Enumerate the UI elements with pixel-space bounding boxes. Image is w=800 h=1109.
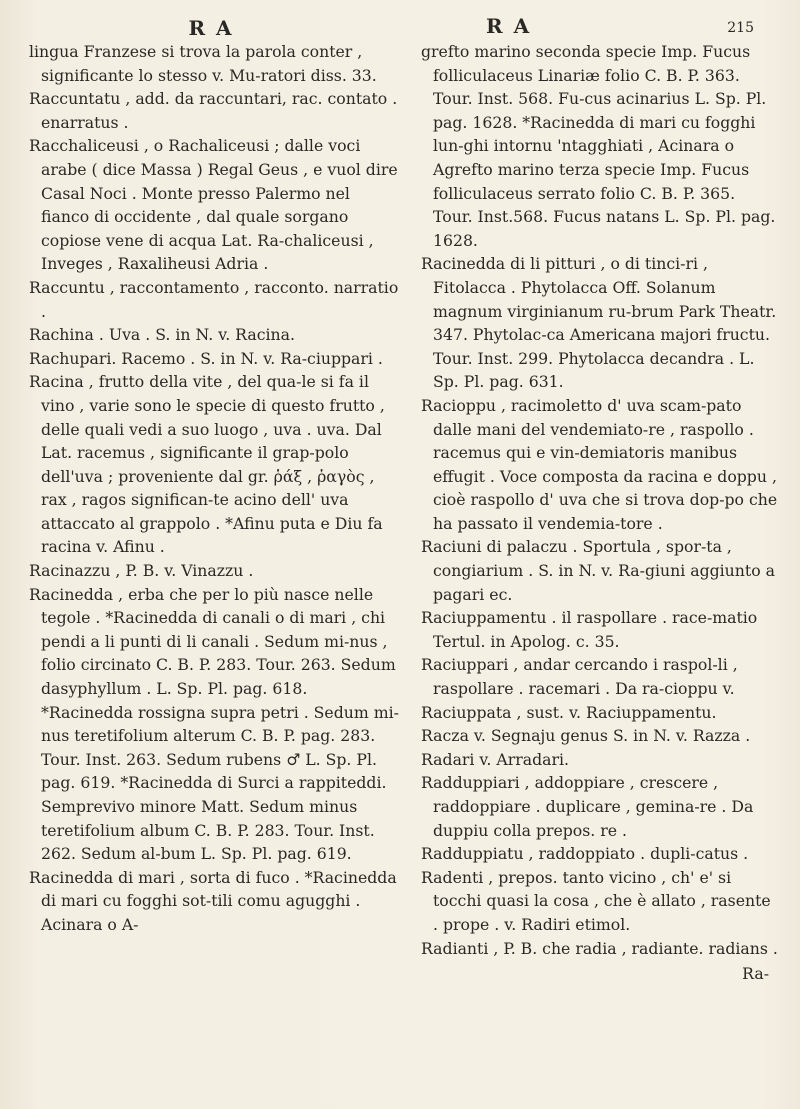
- right-column: [421, 40, 779, 986]
- entry: Racioppu , racimoletto d' uva scam-pato dalle mani del vendemiato-re , raspollo . racemus qui e vin-demiatoris manibus effugit . Voce composta da racina e doppu , cioè raspollo d' uva che si trova dop-po che ha passato il vendemia-tore .: [421, 395, 778, 533]
- entry: Raciuppari , andar cercando i raspol-li , raspollare . racemari . Da ra-cioppu v.: [421, 655, 738, 699]
- entry: Radianti , P. B. che radia , radiante. radians .: [421, 938, 778, 958]
- page-number: 215: [727, 20, 754, 36]
- entry: Rachupari. Racemo . S. in N. v. Ra-ciuppari .: [29, 348, 383, 368]
- catchword: Ra-: [742, 964, 769, 984]
- entry: Raciuppata , sust. v. Raciuppamentu.: [421, 702, 717, 722]
- entry: Racinedda di li pitturi , o di tinci-ri , Fitolacca . Phytolacca Off. Solanum magnum virginianum ru-brum Park Theatr. 347. Phytolac-ca Americana majori fructu. Tour. Inst. 299. Phytolacca decandra . L. Sp. Pl. pag. 631.: [421, 254, 777, 392]
- running-head-right: [486, 14, 756, 38]
- entry: grefto marino seconda specie Imp. Fucus folliculaceus Linariæ folio C. B. P. 363. Tour. Inst. 568. Fu-cus acinarius L. Sp. Pl. pag. 1628. *Racinedda di mari cu fogghi lun-ghi intornu 'ntagghiati , Acinara o Agrefto marino terza specie Imp. Fucus folliculaceus serrato folio C. B. P. 365. Tour. Inst.568. Fucus natans L. Sp. Pl. pag. 1628.: [421, 42, 776, 250]
- entry: Radari v. Arradari.: [421, 749, 569, 769]
- entry: Racina , frutto della vite , del qua-le si fa il vino , varie sono le specie di questo frutto , delle quali vedi a suo luogo , uva . uva. Dal Lat. racemus , significante il grap-polo dell'uva ; proveniente dal gr. ῥάξ , ῥαγὸς , rax , ragos significan-te acino dell' uva attaccato al grappolo . *Afinu puta e Diu fa racina v. Afinu .: [29, 372, 385, 557]
- entry: Raccuntu , raccontamento , racconto. narratio .: [29, 277, 399, 321]
- entry: Racinedda , erba che per lo più nasce nelle tegole . *Racinedda di canali o di mari , chi pendi a li punti di li canali . Sedum mi-nus , folio circinato C. B. P. 283. Tour. 263. Sedum dasyphyllum . L. Sp. Pl. pag. 618. *Racinedda rossigna supra petri . Sedum mi-nus teretifolium alterum C. B. P. pag. 283. Tour. Inst. 263. Sedum rubens ♂ L. Sp. Pl. pag. 619. *Racinedda di Surci a rappiteddi. Semprevivo minore Matt. Sedum minus teretifolium album C. B. P. 283. Tour. Inst. 262. Sedum al-bum L. Sp. Pl. pag. 619.: [29, 584, 399, 864]
- left-column: [29, 40, 399, 937]
- entry: Radenti , prepos. tanto vicino , ch' e' si tocchi quasi la cosa , che è allato , rasente . prope . v. Radiri etimol.: [421, 867, 771, 934]
- entry: Raciuppamentu . il raspollare . race-matio Tertul. in Apolog. c. 35.: [421, 608, 758, 651]
- entry: Radduppiari , addoppiare , crescere , raddoppiare . duplicare , gemina-re . Da duppiu colla prepos. re .: [421, 773, 754, 840]
- running-head-right-text: R A: [486, 14, 532, 38]
- entry: Racza v. Segnaju genus S. in N. v. Razza .: [421, 726, 751, 746]
- entry: Raccuntatu , add. da raccuntari, rac. contato . enarratus .: [29, 89, 398, 132]
- entry: Radduppiatu , raddoppiato . dupli-catus .: [421, 844, 749, 864]
- entry: Raciuni di palaczu . Sportula , spor-ta , congiarium . S. in N. v. Ra-giuni aggiunto a pagari ec.: [421, 537, 775, 604]
- entry: Rachina . Uva . S. in N. v. Racina.: [29, 325, 295, 345]
- running-head-left: R A: [188, 16, 234, 40]
- entry: Racinedda di mari , sorta di fuco . *Racinedda di mari cu fogghi sot-tili comu agugghi . Acinara o A-: [29, 867, 397, 934]
- entry: Racinazzu , P. B. v. Vinazzu .: [29, 561, 254, 581]
- entry: lingua Franzese si trova la parola conter , significante lo stesso v. Mu-ratori diss. 33.: [29, 42, 377, 85]
- entry: Racchaliceusi , o Rachaliceusi ; dalle voci arabe ( dice Massa ) Regal Geus , e vuol dire Casal Noci . Monte presso Palermo nel fianco di occidente , dal quale sorgano copiose vene di acqua Lat. Ra-chaliceusi , Inveges , Raxaliheusi Adria .: [29, 136, 398, 274]
